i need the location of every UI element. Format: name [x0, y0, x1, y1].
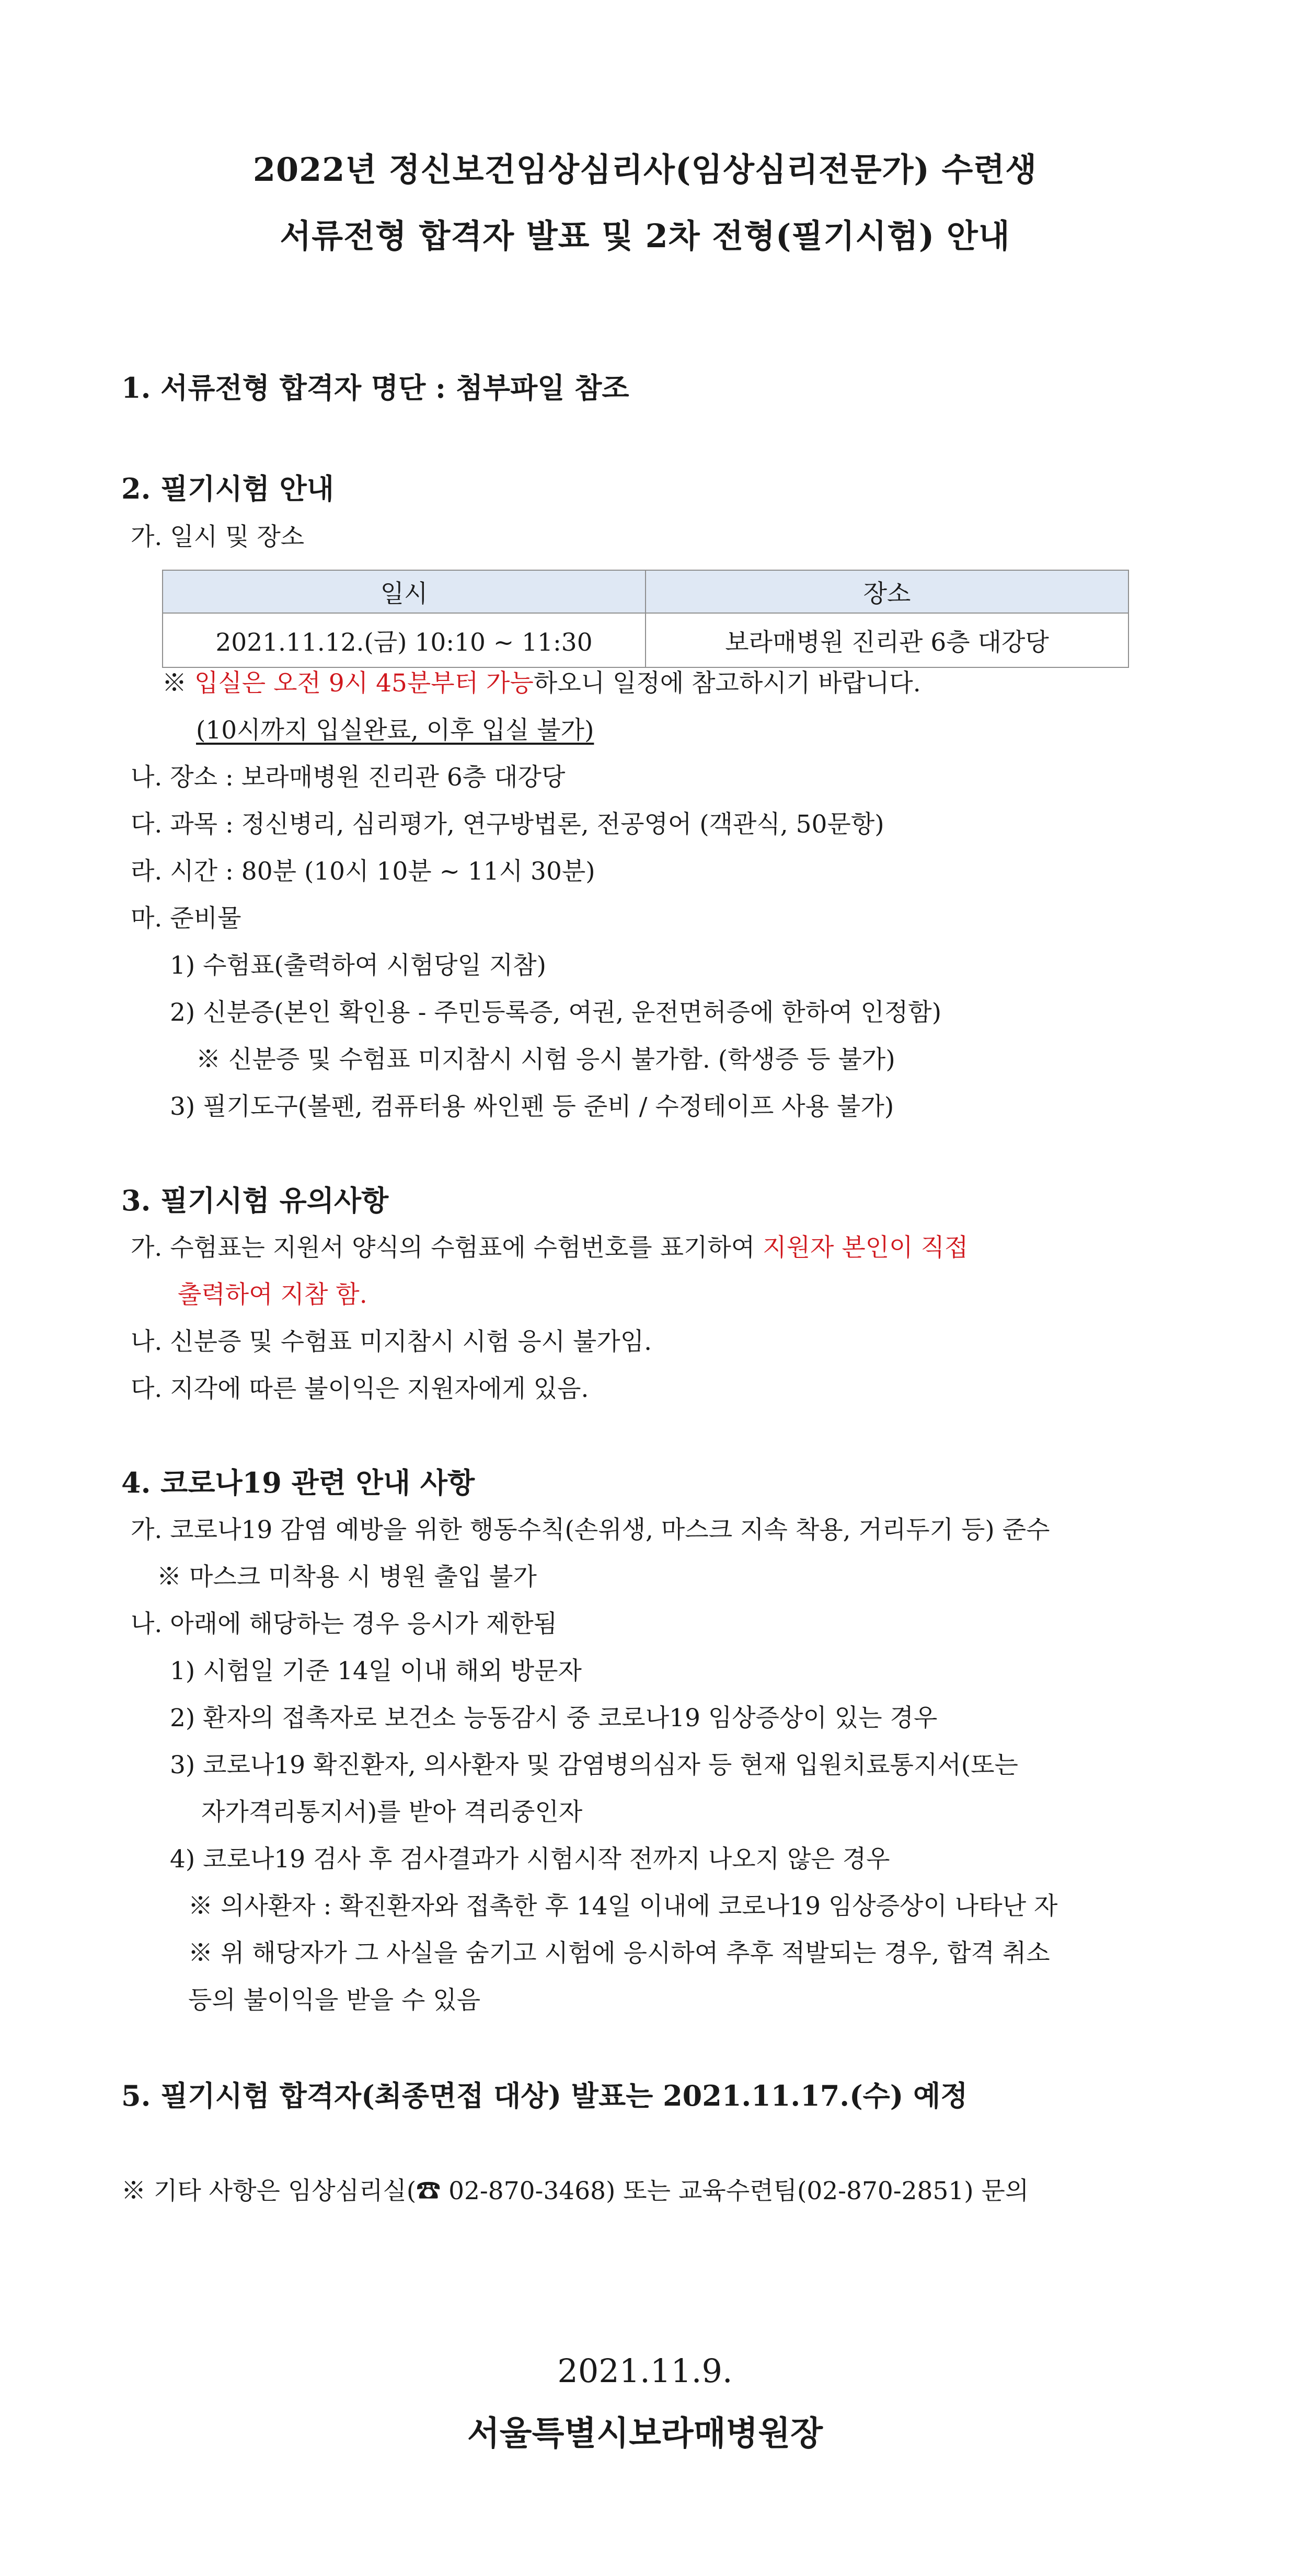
concealment-note-cont: 등의 불이익을 받을 수 있음: [188, 1986, 481, 2015]
admission-ticket-line: [131, 1228, 968, 1263]
schedule-table: [162, 570, 1129, 668]
admission-ticket-highlight-1: 지원자 본인이 직접: [763, 1233, 969, 1262]
id-card-note: ※ 신분증 및 수험표 미지참시 시험 응시 불가함. (학생증 등 불가): [196, 1045, 895, 1074]
id-required-line: 나. 신분증 및 수험표 미지참시 시험 응시 불가임.: [131, 1327, 652, 1356]
entry-time-rest: 하오니 일정에 참고하시기 바랍니다.: [533, 669, 921, 698]
supplies-item-3: 3) 필기도구(볼펜, 컴퓨터용 싸인펜 등 준비 / 수정테이프 사용 불가): [170, 1092, 894, 1121]
issuer-name: 서울특별시보라매병원장: [467, 2414, 823, 2453]
cell-date: 2021.11.12.(금) 10:10 ~ 11:30: [163, 613, 646, 667]
time-line: 라. 시간 : 80분 (10시 10분 ~ 11시 30분): [131, 857, 595, 886]
supplies-item-2: 2) 신분증(본인 확인용 - 주민등록증, 여권, 운전면허증에 한하여 인정함): [170, 998, 942, 1027]
header-date: 일시: [163, 570, 646, 613]
section-1-heading: 1. 서류전형 합격자 명단 : 첨부파일 참조: [121, 371, 629, 405]
issue-date: 2021.11.9.: [557, 2352, 733, 2390]
supplies-item-1: 1) 수험표(출력하여 시험당일 지참): [170, 951, 546, 980]
covid-rules-line: 가. 코로나19 감염 예방을 위한 행동수칙(손위생, 마스크 지속 착용, 거리두기 등) 준수: [131, 1516, 1050, 1544]
entry-time-highlight: 입실은 오전 9시 45분부터 가능: [194, 669, 534, 698]
entry-deadline-note: (10시까지 입실완료, 이후 입실 불가): [196, 716, 594, 745]
table-header-row: [163, 570, 1128, 613]
table-row: [163, 613, 1128, 667]
supplies-label: 마. 준비물: [131, 904, 241, 933]
section-2-heading: 2. 필기시험 안내: [121, 472, 334, 505]
header-place: 장소: [646, 570, 1128, 613]
restriction-item-3: 3) 코로나19 확진환자, 의사환자 및 감염병의심자 등 현재 입원치료통지서(또는: [170, 1751, 1018, 1780]
admission-ticket-text: 가. 수험표는 지원서 양식의 수험표에 수험번호를 표기하여: [131, 1233, 763, 1262]
place-line: 나. 장소 : 보라매병원 진리관 6층 대강당: [131, 763, 566, 792]
restriction-label: 나. 아래에 해당하는 경우 응시가 제한됨: [131, 1610, 558, 1638]
restriction-item-3-cont: 자가격리통지서)를 받아 격리중인자: [201, 1798, 583, 1827]
entry-time-note: [162, 664, 921, 699]
late-penalty-line: 다. 지각에 따른 불이익은 지원자에게 있음.: [131, 1374, 589, 1403]
admission-ticket-highlight-2: 출력하여 지참 함: [178, 1280, 360, 1309]
mask-note: ※ 마스크 미착용 시 병원 출입 불가: [157, 1563, 537, 1591]
restriction-item-1: 1) 시험일 기준 14일 이내 해외 방문자: [170, 1657, 582, 1685]
section-4-heading: 4. 코로나19 관련 안내 사항: [121, 1466, 475, 1499]
title-line-2: 서류전형 합격자 발표 및 2차 전형(필기시험) 안내: [280, 217, 1010, 255]
note-mark: ※: [162, 669, 194, 698]
schedule-label: 가. 일시 및 장소: [131, 523, 305, 551]
restriction-item-2: 2) 환자의 접촉자로 보건소 능동감시 중 코로나19 임상증상이 있는 경우: [170, 1704, 938, 1732]
subjects-line: 다. 과목 : 정신병리, 심리평가, 연구방법론, 전공영어 (객관식, 50문항): [131, 810, 884, 839]
section-5-heading: 5. 필기시험 합격자(최종면접 대상) 발표는 2021.11.17.(수) 예정: [121, 2079, 968, 2112]
contact-line: ※ 기타 사항은 임상심리실(☎ 02-870-3468) 또는 교육수련팀(02-870-2851) 문의: [121, 2177, 1029, 2205]
cell-place: 보라매병원 진리관 6층 대강당: [646, 613, 1128, 667]
admission-ticket-line-2: [178, 1275, 367, 1310]
section-3-heading: 3. 필기시험 유의사항: [121, 1184, 389, 1217]
admission-ticket-end: .: [359, 1280, 367, 1309]
concealment-note: ※ 위 해당자가 그 사실을 숨기고 시험에 응시하여 추후 적발되는 경우, 합격 취소: [188, 1939, 1050, 1968]
restriction-item-4: 4) 코로나19 검사 후 검사결과가 시험시작 전까지 나오지 않은 경우: [170, 1845, 890, 1874]
suspect-patient-note: ※ 의사환자 : 확진환자와 접촉한 후 14일 이내에 코로나19 임상증상이 나타난 자: [188, 1892, 1058, 1921]
title-line-1: 2022년 정신보건임상심리사(임상심리전문가) 수련생: [252, 151, 1038, 189]
